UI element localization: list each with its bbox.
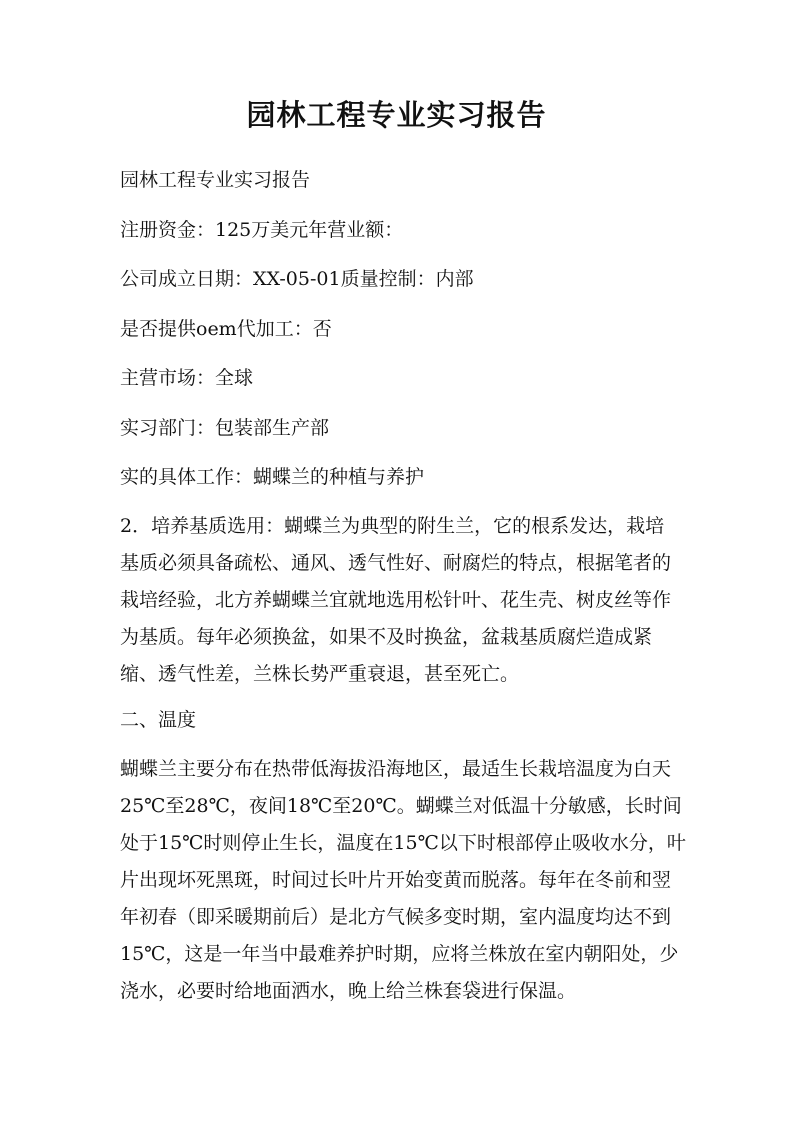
info-line-founded: 公司成立日期：XX-05-01质量控制：内部 <box>120 268 474 290</box>
info-line-work: 实的具体工作：蝴蝶兰的种植与养护 <box>120 466 425 488</box>
info-line-market: 主营市场：全球 <box>120 367 254 389</box>
paragraph-row: 25℃至28℃，夜间18℃至20℃。蝴蝶兰对低温十分敏感，长时间 <box>120 795 682 817</box>
document-title: 园林工程专业实习报告 <box>246 98 547 132</box>
paragraph-row: 浇水，必要时给地面洒水，晚上给兰株套袋进行保温。 <box>120 980 577 1002</box>
paragraph-row: 栽培经验，北方养蝴蝶兰宜就地选用松针叶、花生壳、树皮丝等作 <box>120 589 672 611</box>
paragraph-temperature <box>120 751 686 1010</box>
paragraph-row: 基质必须具备疏松、通风、透气性好、耐腐烂的特点，根据笔者的 <box>120 552 672 574</box>
paragraph-row: 缩、透气性差，兰株长势严重衰退，甚至死亡。 <box>120 663 520 685</box>
paragraph-row: 2．培养基质选用：蝴蝶兰为典型的附生兰，它的根系发达，栽培 <box>120 515 665 537</box>
info-line-capital: 注册资金：125万美元年营业额： <box>120 219 404 241</box>
info-line-oem: 是否提供oem代加工：否 <box>120 318 332 340</box>
paragraph-row: 蝴蝶兰主要分布在热带低海拔沿海地区，最适生长栽培温度为白天 <box>120 758 672 780</box>
paragraph-substrate <box>120 508 680 693</box>
subtitle-line: 园林工程专业实习报告 <box>120 169 311 191</box>
paragraph-row: 片出现坏死黑斑，时间过长叶片开始变黄而脱落。每年在冬前和翌 <box>120 869 672 891</box>
paragraph-row: 处于15℃时则停止生长，温度在15℃以下时根部停止吸收水分，叶 <box>120 832 686 854</box>
paragraph-row: 年初春（即采暖期前后）是北方气候多变时期，室内温度均达不到 <box>120 906 672 928</box>
paragraph-row: 为基质。每年必须换盆，如果不及时换盆，盆栽基质腐烂造成紧 <box>120 626 653 648</box>
paragraph-row: 15℃，这是一年当中最难养护时期，应将兰株放在室内朝阳处，少 <box>120 943 679 965</box>
info-line-department: 实习部门：包装部生产部 <box>120 417 330 439</box>
section-heading-temperature: 二、温度 <box>120 709 197 731</box>
